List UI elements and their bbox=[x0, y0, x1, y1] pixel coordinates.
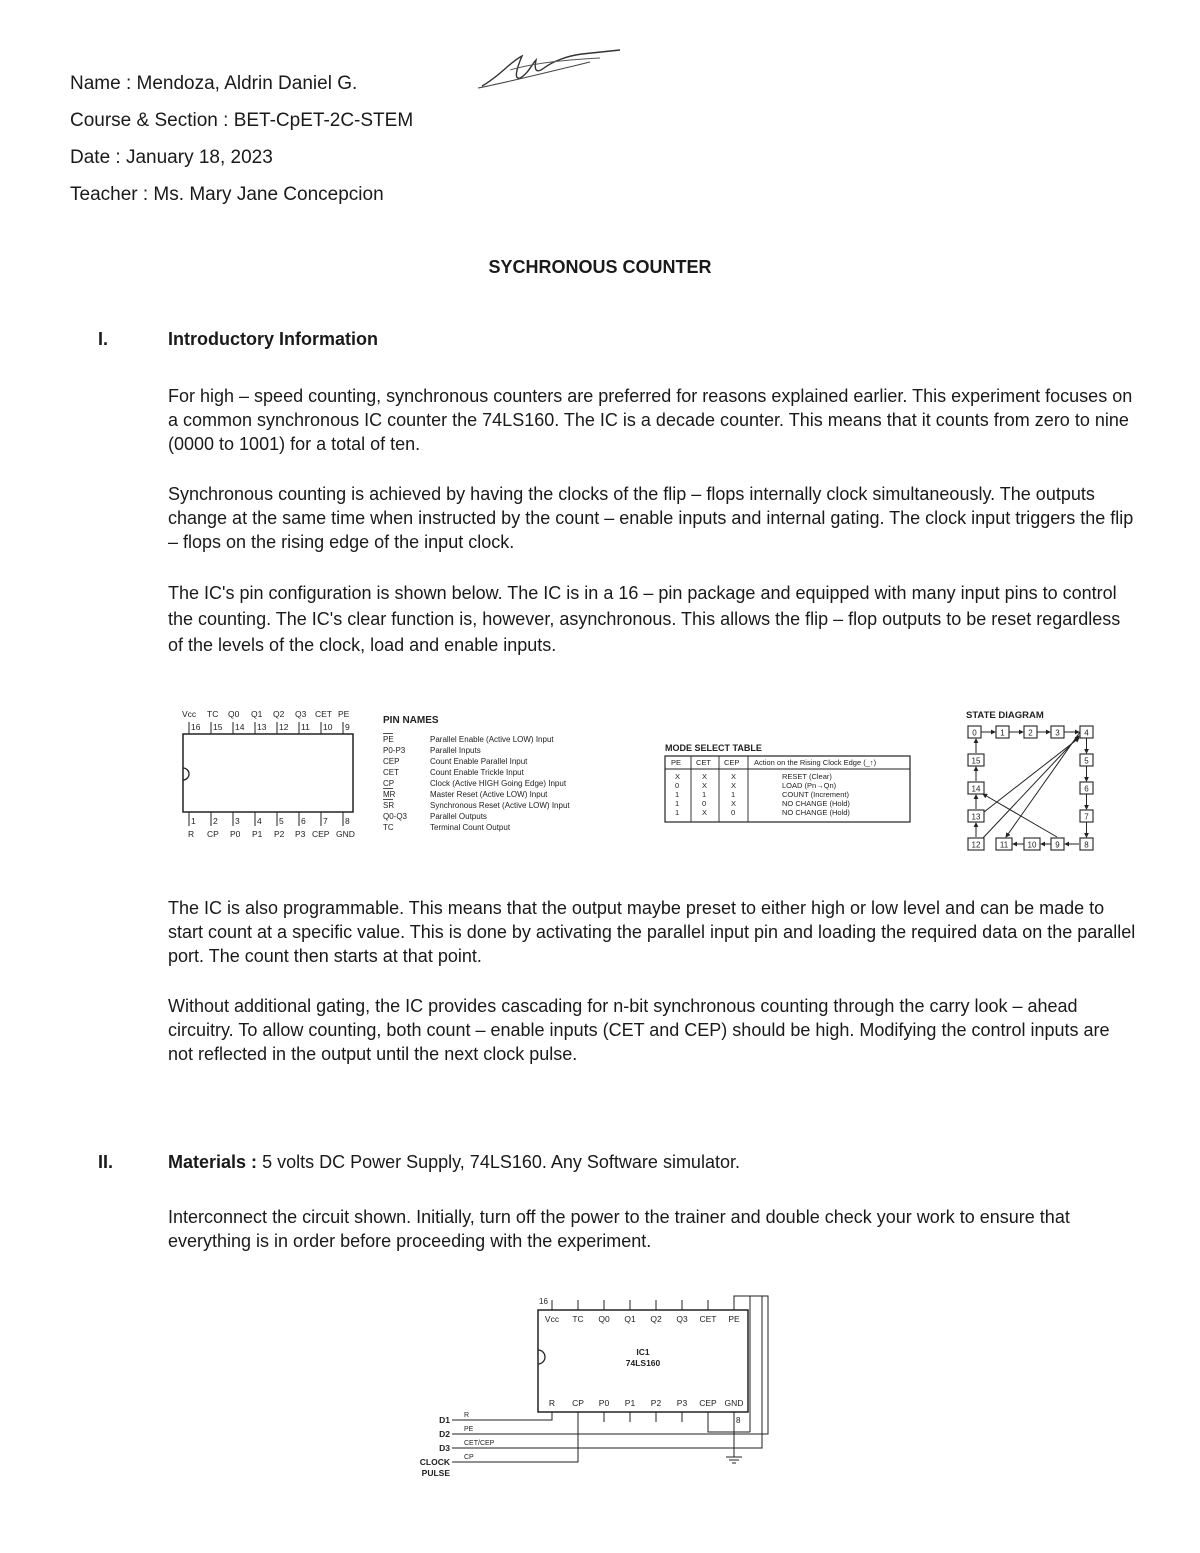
state-diagram-title: STATE DIAGRAM bbox=[966, 710, 1044, 721]
circuit-bottom-label: R bbox=[548, 1398, 556, 1408]
state-node: 8 bbox=[1084, 840, 1089, 850]
circuit-top-label: Q2 bbox=[650, 1314, 662, 1324]
mode-cell: 1 bbox=[702, 790, 707, 799]
pin-label-top: CET bbox=[315, 709, 332, 719]
pin-name: CET bbox=[383, 768, 399, 777]
mode-cell: X bbox=[702, 781, 708, 790]
pin-desc: Clock (Active HIGH Going Edge) Input bbox=[430, 779, 567, 788]
circuit-top-label: PE bbox=[728, 1314, 740, 1324]
pin-label-top: TC bbox=[207, 709, 219, 719]
mode-header: CET bbox=[696, 758, 711, 767]
pin-number-top: 15 bbox=[213, 722, 223, 732]
circuit-top-label: Vcc bbox=[544, 1314, 560, 1324]
pin-number-top: 13 bbox=[257, 722, 267, 732]
wire-label: CET/CEP bbox=[464, 1440, 495, 1447]
section-1-heading: Introductory Information bbox=[168, 329, 378, 349]
mode-cell: X bbox=[702, 772, 708, 781]
pin-label-top: PE bbox=[338, 709, 350, 719]
circuit-bottom-label: CP bbox=[572, 1398, 584, 1408]
input-label: PULSE bbox=[421, 1468, 450, 1478]
input-label: D3 bbox=[439, 1443, 450, 1453]
pin-desc: Synchronous Reset (Active LOW) Input bbox=[430, 801, 570, 810]
wire-label: R bbox=[464, 1412, 470, 1419]
state-node: 7 bbox=[1084, 812, 1089, 822]
course-section: Course & Section : BET-CpET-2C-STEM bbox=[70, 110, 414, 131]
mode-cell: X bbox=[731, 799, 737, 808]
pin-label-bottom: GND bbox=[336, 829, 355, 839]
pin-number-bottom: 3 bbox=[235, 816, 240, 826]
state-node: 14 bbox=[971, 784, 981, 794]
pin-label-bottom: P1 bbox=[252, 829, 263, 839]
state-node: 9 bbox=[1055, 840, 1060, 850]
mode-table-title: MODE SELECT TABLE bbox=[665, 743, 762, 753]
section-1-number: I. bbox=[98, 329, 109, 349]
mode-cell: X bbox=[702, 808, 708, 817]
state-node: 12 bbox=[971, 840, 981, 850]
circuit-diagram bbox=[410, 1292, 790, 1492]
pin-name: Q0-Q3 bbox=[383, 812, 408, 821]
pin-label-top: Q3 bbox=[295, 709, 307, 719]
pin-desc: Count Enable Trickle Input bbox=[430, 768, 524, 777]
ic-name: IC1 bbox=[636, 1347, 650, 1357]
signature bbox=[470, 40, 630, 100]
circuit-top-label: Q1 bbox=[624, 1314, 636, 1324]
pin-desc: Parallel Enable (Active LOW) Input bbox=[430, 735, 554, 744]
mode-cell: 0 bbox=[702, 799, 707, 808]
state-node: 13 bbox=[971, 812, 981, 822]
date: Date : January 18, 2023 bbox=[70, 147, 273, 168]
mode-cell: COUNT (Increment) bbox=[782, 790, 849, 799]
circuit-bottom-label: P2 bbox=[650, 1398, 662, 1408]
materials-line bbox=[168, 1152, 740, 1173]
mode-cell: 1 bbox=[675, 799, 680, 808]
teacher: Teacher : Ms. Mary Jane Concepcion bbox=[70, 184, 384, 205]
intro-paragraph-2: Synchronous counting is achieved by having the clocks of the flip – flops internally clock simultaneously. The outputs change at the same time when instructed by the count – enable inputs and internal gating. The clock input triggers the flip – flops on the rising edge of the input clock. bbox=[168, 484, 1134, 552]
state-node: 6 bbox=[1084, 784, 1089, 794]
pin-name: MR bbox=[383, 790, 396, 799]
materials-heading: Materials : bbox=[168, 1152, 258, 1172]
circuit-bottom-label: GND bbox=[724, 1398, 744, 1408]
wire-label: CP bbox=[464, 1454, 474, 1461]
pin-label-top: Q1 bbox=[251, 709, 263, 719]
pin-number-bottom: 4 bbox=[257, 816, 262, 826]
pin-label-top: Q0 bbox=[228, 709, 240, 719]
mode-cell: RESET (Clear) bbox=[782, 772, 832, 781]
circuit-bottom-label: CEP bbox=[699, 1398, 717, 1408]
mode-cell: X bbox=[731, 772, 737, 781]
pin-label-bottom: P0 bbox=[230, 829, 241, 839]
mode-header: Action on the Rising Clock Edge (_↑) bbox=[754, 758, 877, 767]
pin-number-bottom: 7 bbox=[323, 816, 328, 826]
pin-label-bottom: CEP bbox=[312, 829, 330, 839]
mode-header: PE bbox=[671, 758, 682, 767]
pin-label-top: Q2 bbox=[273, 709, 285, 719]
pin-desc: Master Reset (Active LOW) Input bbox=[430, 790, 548, 799]
pin-name: TC bbox=[383, 823, 394, 832]
pin-label-top: Vcc bbox=[182, 709, 197, 719]
pin-name: P0-P3 bbox=[383, 746, 406, 755]
ic-pinout-diagram bbox=[176, 706, 366, 842]
section-2-number: II. bbox=[98, 1152, 114, 1172]
pin-name: CEP bbox=[383, 757, 400, 766]
circuit-bottom-label: P1 bbox=[624, 1398, 636, 1408]
pin-name: CP bbox=[383, 779, 395, 788]
student-name: Name : Mendoza, Aldrin Daniel G. bbox=[70, 73, 358, 94]
mode-cell: NO CHANGE (Hold) bbox=[782, 799, 850, 808]
state-node: 1 bbox=[1000, 728, 1005, 738]
input-label: D1 bbox=[439, 1415, 450, 1425]
pin-names-table bbox=[380, 712, 610, 840]
circuit-top-label: Q0 bbox=[598, 1314, 610, 1324]
pin-label-bottom: CP bbox=[207, 829, 219, 839]
state-node: 5 bbox=[1084, 756, 1089, 766]
state-node: 3 bbox=[1055, 728, 1060, 738]
mode-cell: 1 bbox=[675, 790, 680, 799]
state-diagram bbox=[962, 706, 1102, 856]
state-node: 10 bbox=[1027, 840, 1037, 850]
pin-name: SR bbox=[383, 801, 395, 810]
state-node: 11 bbox=[999, 840, 1009, 850]
ic-part: 74LS160 bbox=[625, 1358, 661, 1368]
circuit-top-label: CET bbox=[699, 1314, 717, 1324]
intro-paragraph-3: The IC's pin configuration is shown below. The IC is in a 16 – pin package and equipped with many input pins to control the counting. The IC's clear function is, however, asynchronous. This allows the flip – flop outputs to be reset regardless of the levels of the clock, load and enable inputs. bbox=[168, 583, 1121, 655]
mode-cell: 0 bbox=[731, 808, 736, 817]
state-node: 0 bbox=[972, 728, 977, 738]
mode-cell: LOAD (Pn→Qn) bbox=[782, 781, 837, 790]
cascading-paragraph: Without additional gating, the IC provides cascading for n-bit synchronous counting through the carry look – ahead circuitry. To allow counting, both count – enable inputs (CET and CEP) should be high. Modifying the control inputs are not reflected in the output until the next clock pulse. bbox=[168, 996, 1110, 1064]
mode-cell: X bbox=[731, 781, 737, 790]
mode-cell: 0 bbox=[675, 781, 680, 790]
pin-label-bottom: R bbox=[188, 829, 195, 839]
intro-paragraph-1: For high – speed counting, synchronous counters are preferred for reasons explained earlier. This experiment focuses on a common synchronous IC counter the 74LS160. The IC is a decade counter. This means that it counts from zero to nine (0000 to 1001) for a total of ten. bbox=[168, 386, 1133, 454]
pin-number-top: 11 bbox=[301, 722, 310, 732]
pin-label-bottom: P3 bbox=[295, 829, 306, 839]
pin-number-bottom: 5 bbox=[279, 816, 284, 826]
pin-number-bottom: 8 bbox=[345, 816, 350, 826]
mode-cell: 1 bbox=[675, 808, 680, 817]
pin-number-bottom: 6 bbox=[301, 816, 306, 826]
document-title: SYCHRONOUS COUNTER bbox=[488, 257, 712, 277]
state-node: 15 bbox=[971, 756, 981, 766]
pin-number-top: 9 bbox=[345, 722, 350, 732]
pin-number-top: 14 bbox=[235, 722, 245, 732]
mode-cell: NO CHANGE (Hold) bbox=[782, 808, 850, 817]
wire-label: PE bbox=[464, 1426, 474, 1433]
pin-number-top: 10 bbox=[323, 722, 333, 732]
circuit-top-label: Q3 bbox=[676, 1314, 688, 1324]
circuit-pin8: 8 bbox=[736, 1416, 741, 1425]
state-node: 2 bbox=[1028, 728, 1033, 738]
pin-name: PE bbox=[383, 735, 394, 744]
pin-number-top: 12 bbox=[279, 722, 289, 732]
pin-label-bottom: P2 bbox=[274, 829, 285, 839]
circuit-top-label: TC bbox=[572, 1314, 584, 1324]
pin-number-bottom: 1 bbox=[191, 816, 196, 826]
input-label: CLOCK bbox=[419, 1457, 450, 1467]
pin-desc: Parallel Outputs bbox=[430, 812, 487, 821]
mode-cell: X bbox=[675, 772, 681, 781]
programmable-paragraph: The IC is also programmable. This means that the output maybe preset to either high or low level and can be made to start count at a specific value. This is done by activating the parallel input pin and loading the required data on the parallel port. The count then starts at that point. bbox=[168, 898, 1136, 966]
state-node: 4 bbox=[1084, 728, 1089, 738]
circuit-bottom-label: P3 bbox=[676, 1398, 688, 1408]
circuit-pin16: 16 bbox=[539, 1297, 548, 1306]
pin-number-bottom: 2 bbox=[213, 816, 218, 826]
pin-names-title: PIN NAMES bbox=[383, 715, 439, 726]
pin-desc: Terminal Count Output bbox=[430, 823, 511, 832]
mode-cell: 1 bbox=[731, 790, 736, 799]
materials-list: 5 volts DC Power Supply, 74LS160. Any Software simulator. bbox=[262, 1152, 740, 1172]
pin-desc: Parallel Inputs bbox=[430, 746, 481, 755]
pin-desc: Count Enable Parallel Input bbox=[430, 757, 528, 766]
mode-select-table bbox=[662, 740, 914, 826]
input-label: D2 bbox=[439, 1429, 450, 1439]
mode-header: CEP bbox=[724, 758, 740, 767]
circuit-bottom-label: P0 bbox=[598, 1398, 610, 1408]
pin-number-top: 16 bbox=[191, 722, 201, 732]
interconnect-paragraph: Interconnect the circuit shown. Initially, turn off the power to the trainer and double check your work to ensure that everything is in order before proceeding with the experiment. bbox=[168, 1207, 1070, 1251]
